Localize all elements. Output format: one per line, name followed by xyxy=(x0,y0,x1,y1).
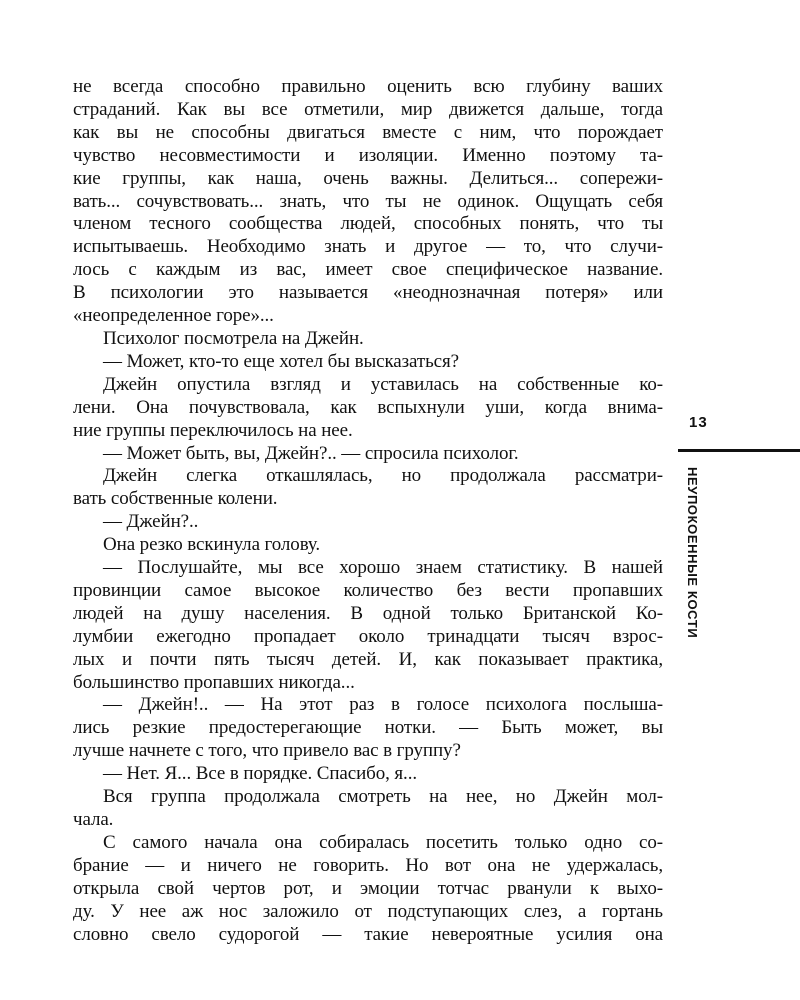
text-line: Джейн опустила взгляд и уставилась на собственные ко- xyxy=(103,373,663,395)
body-text xyxy=(73,76,663,946)
text-line: членом тесного сообщества людей, способных понять, что ты xyxy=(73,213,663,235)
text-line: — Нет. Я... Все в порядке. Спасибо, я... xyxy=(103,763,417,785)
text-line: Она резко вскинула голову. xyxy=(103,534,321,556)
text-line: лых и почти пять тысяч детей. И, как показывает практика, xyxy=(73,648,663,670)
text-line: словно свело судорогой — такие невероятные усилия она xyxy=(73,923,663,945)
text-line: испытываешь. Необходимо знать и другое — то, что случи- xyxy=(73,236,663,258)
text-line: Джейн слегка откашлялась, но продолжала рассматри- xyxy=(103,465,663,487)
text-line: лени. Она почувствовала, как вспыхнули уши, когда внима- xyxy=(73,396,663,418)
text-line: Вся группа продолжала смотреть на нее, но Джейн мол- xyxy=(103,786,663,808)
text-line: чала. xyxy=(73,809,114,830)
text-line: брание — и ничего не говорить. Но вот она не удержалась, xyxy=(73,854,663,876)
page-number: 13 xyxy=(689,414,708,431)
text-line: — Может быть, вы, Джейн?.. — спросила психолог. xyxy=(103,442,519,464)
text-line: лось с каждым из вас, имеет свое специфическое название. xyxy=(73,259,663,281)
page-number-rule xyxy=(678,449,800,452)
text-line: — Может, кто-то еще хотел бы высказаться? xyxy=(103,350,459,372)
text-line: — Джейн!.. — На этот раз в голосе психолога послыша- xyxy=(103,694,663,716)
text-line: открыла свой чертов рот, и эмоции тотчас рванули к выхо- xyxy=(73,877,663,899)
text-line: людей на душу населения. В одной только Британской Ко- xyxy=(73,602,663,624)
text-line: — Джейн?.. xyxy=(103,511,199,533)
text-line: вать собственные колени. xyxy=(73,488,278,510)
text-line: не всегда способно правильно оценить всю глубину ваших xyxy=(73,76,663,97)
text-line: вать... сочувствовать... знать, что ты не одинок. Ощущать себя xyxy=(73,190,663,212)
text-line: лись резкие предостерегающие нотки. — Быть может, вы xyxy=(73,717,663,739)
text-line: большинство пропавших никогда... xyxy=(73,671,355,693)
text-line: страданий. Как вы все отметили, мир движется дальше, тогда xyxy=(73,98,663,120)
running-title: НЕУПОКОЕННЫЕ КОСТИ xyxy=(685,467,700,639)
text-line: Психолог посмотрела на Джейн. xyxy=(103,327,364,349)
text-line: провинции самое высокое количество без вести пропавших xyxy=(73,579,663,601)
text-line: — Послушайте, мы все хорошо знаем статистику. В нашей xyxy=(103,557,663,579)
text-line: ние группы переключилось на нее. xyxy=(73,419,353,441)
text-line: кие группы, как наша, очень важны. Делиться... сопережи- xyxy=(73,167,663,189)
text-line: ду. У нее аж нос заложило от подступающих слез, а гортань xyxy=(73,900,663,922)
text-line: как вы не способны двигаться вместе с ним, что порождает xyxy=(73,121,663,143)
text-line: чувство несовместимости и изоляции. Именно поэтому та- xyxy=(73,144,663,166)
text-line: лумбии ежегодно пропадает около тринадцати тысяч взрос- xyxy=(73,625,663,647)
text-line: лучше начнете с того, что привело вас в группу? xyxy=(73,740,461,762)
text-line: С самого начала она собиралась посетить только одно со- xyxy=(103,831,663,853)
text-line: В психологии это называется «неоднозначная потеря» или xyxy=(73,282,663,304)
text-line: «неопределенное горе»... xyxy=(73,305,274,327)
